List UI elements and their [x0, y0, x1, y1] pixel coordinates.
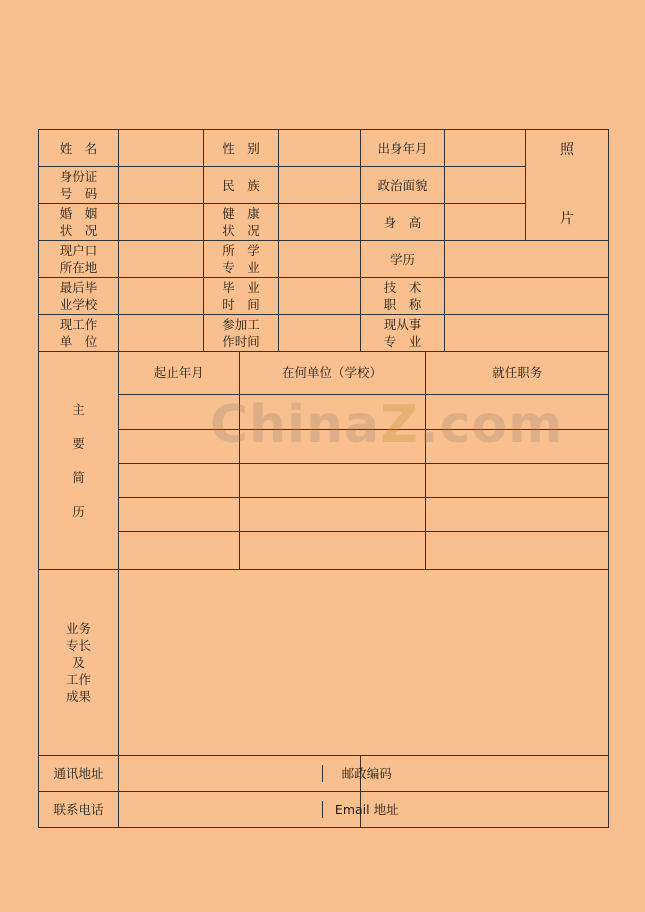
gender-field[interactable]	[279, 130, 361, 167]
school-label: 最后毕 业学校	[39, 278, 119, 315]
hukou-field[interactable]	[119, 241, 204, 278]
resume-cell[interactable]	[425, 394, 609, 429]
email-label: Email 地址	[322, 801, 411, 818]
current-major-field[interactable]	[445, 315, 609, 352]
major-field[interactable]	[279, 241, 361, 278]
gender-label: 性 别	[204, 130, 279, 167]
contact-row-2	[119, 792, 399, 828]
education-label: 学历	[361, 241, 445, 278]
hukou-label: 现户口 所在地	[39, 241, 119, 278]
resume-cell[interactable]	[119, 531, 239, 569]
resume-cell[interactable]	[239, 463, 425, 497]
school-field[interactable]	[119, 278, 204, 315]
resume-section	[119, 352, 609, 570]
resume-cell[interactable]	[425, 531, 609, 569]
resume-cell[interactable]	[425, 463, 609, 497]
resume-cell[interactable]	[119, 429, 239, 463]
birth-label: 出身年月	[361, 130, 445, 167]
address-field[interactable]	[119, 765, 322, 782]
name-label: 姓 名	[39, 130, 119, 167]
resume-section-label: 主 要 简 历	[39, 352, 119, 570]
current-major-label: 现从事 专 业	[361, 315, 445, 352]
contact-inner-2	[119, 801, 411, 818]
resume-table	[119, 352, 609, 569]
watermark-text-a: China	[210, 395, 381, 455]
political-label: 政治面貌	[361, 167, 445, 204]
id-field[interactable]	[119, 167, 204, 204]
resume-cell[interactable]	[119, 463, 239, 497]
ethnicity-field[interactable]	[279, 167, 361, 204]
watermark-text-b: .com	[418, 395, 564, 455]
work-unit-field[interactable]	[119, 315, 204, 352]
postcode-label: 邮政编码	[322, 765, 411, 782]
resume-header-unit: 在何单位（学校）	[239, 352, 425, 394]
contact-row-1	[119, 756, 392, 792]
title-label: 技 术 职 称	[361, 278, 445, 315]
phone-label: 联系电话	[39, 792, 119, 828]
resume-cell[interactable]	[239, 531, 425, 569]
major-label: 所 学 专 业	[204, 241, 279, 278]
title-field[interactable]	[445, 278, 609, 315]
grad-time-label: 毕 业 时 间	[204, 278, 279, 315]
address-label: 通讯地址	[39, 756, 119, 792]
phone-field[interactable]	[119, 801, 322, 818]
height-label: 身 高	[361, 204, 445, 241]
resume-cell[interactable]	[119, 497, 239, 531]
height-field[interactable]	[445, 204, 526, 241]
business-label: 业务 专长 及 工作 成果	[39, 570, 119, 756]
resume-cell[interactable]	[425, 497, 609, 531]
health-label: 健 康 状 况	[204, 204, 279, 241]
work-start-label: 参加工 作时间	[204, 315, 279, 352]
id-label: 身份证 号 码	[39, 167, 119, 204]
contact-inner-1	[119, 765, 411, 782]
resume-cell[interactable]	[239, 394, 425, 429]
resume-cell[interactable]	[239, 497, 425, 531]
health-field[interactable]	[279, 204, 361, 241]
resume-form-table	[38, 129, 609, 828]
resume-header-position: 就任职务	[425, 352, 609, 394]
resume-cell[interactable]	[425, 429, 609, 463]
grad-time-field[interactable]	[279, 278, 361, 315]
education-field[interactable]	[445, 241, 609, 278]
work-start-field[interactable]	[279, 315, 361, 352]
name-field[interactable]	[119, 130, 204, 167]
birth-field[interactable]	[445, 130, 526, 167]
marital-label: 婚 姻 状 况	[39, 204, 119, 241]
photo-label-bottom: 片	[560, 211, 574, 227]
postcode-field[interactable]	[361, 756, 609, 792]
watermark-text-z: Z	[380, 395, 419, 455]
resume-header-period: 起止年月	[119, 352, 239, 394]
photo-label-top: 照	[560, 142, 574, 158]
business-field[interactable]	[119, 570, 609, 756]
marital-field[interactable]	[119, 204, 204, 241]
ethnicity-label: 民 族	[204, 167, 279, 204]
resume-cell[interactable]	[239, 429, 425, 463]
political-field[interactable]	[445, 167, 526, 204]
work-unit-label: 现工作 单 位	[39, 315, 119, 352]
photo-box[interactable]	[526, 130, 609, 241]
resume-cell[interactable]	[119, 394, 239, 429]
